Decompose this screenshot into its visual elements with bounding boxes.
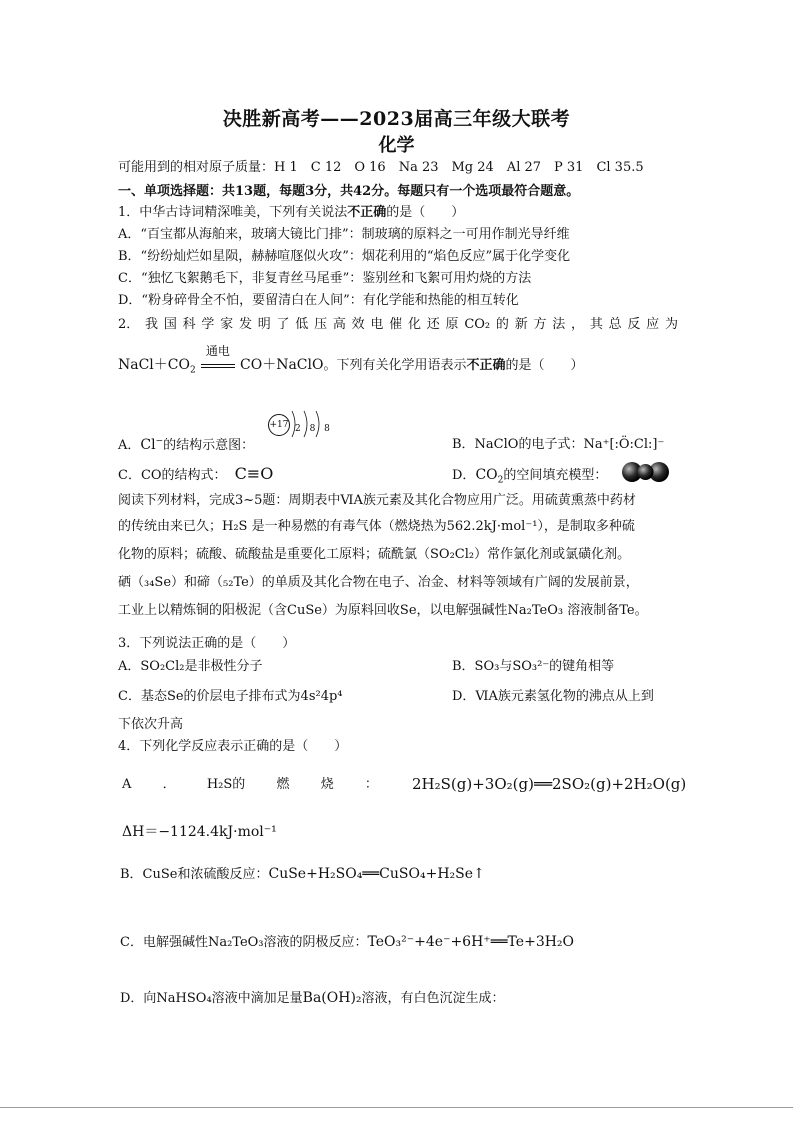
q2-word: 2．: [118, 317, 140, 332]
q4-a-word: 燃: [276, 777, 290, 792]
q2-word: 为: [664, 317, 678, 332]
passage-line-4: 硒（₃₄Se）和碲（₅₂Te）的单质及其化合物在电子、冶金、材料等领域有广阔的发展前景，: [118, 575, 639, 590]
q4-option-b-text: B．CuSe和浓硫酸反应：: [120, 867, 269, 882]
q4-option-a-equation: 2H₂S(g)+3O₂(g)══2SO₂(g)+2H₂O(g): [412, 775, 687, 793]
q2-word: 家: [220, 317, 234, 332]
q4-option-c-equation: TeO₃²⁻+4e⁻+6H⁺══Te+3H₂O: [367, 934, 575, 950]
q2-word: 效: [351, 317, 365, 332]
q3-stem: 3．下列说法正确的是（ ）: [118, 636, 296, 651]
q4-a-word: A: [122, 777, 132, 792]
atomic-mass-line: 可能用到的相对原子质量：H 1 C 12 O 16 Na 23 Mg 24 Al 27 P 31 Cl 35.5: [118, 160, 644, 175]
q2-word: 的: [495, 317, 509, 332]
q2-option-a-label: A．: [118, 438, 141, 453]
q2-eq-right: CO＋NaClO: [240, 357, 324, 373]
q4-option-b-equation: CuSe+H₂SO₄══CuSO₄+H₂Se↑: [268, 866, 485, 882]
q2-option-b-text: B．NaClO的电子式：: [452, 437, 584, 452]
q4-option-c: [120, 934, 574, 951]
q2-word: 发: [238, 317, 252, 332]
q4-option-d: [120, 990, 505, 1007]
q2-eq-condition: 通电: [205, 344, 230, 358]
q4-a-word: 烧: [320, 777, 334, 792]
q4-option-b: [120, 866, 485, 883]
q2-word: 新: [514, 317, 528, 332]
q2-option-d-label: D．: [452, 468, 476, 483]
q2-option-d: D．$CO_2$的空间填充模型：: [452, 467, 608, 486]
q2-word: 原: [445, 317, 459, 332]
q4-a-word: H₂S的: [206, 777, 246, 792]
q2-word: 低: [295, 317, 309, 332]
q2-after-eq-end: 的是（ ）: [505, 358, 584, 373]
q2-word: 学: [201, 317, 215, 332]
q2-after-eq: 。下列有关化学用语表示: [323, 358, 467, 373]
q3-option-c: C．基态Se的价层电子排布式为4s²4p⁴: [118, 689, 343, 704]
q2-word: ，: [571, 317, 585, 332]
q4-option-d-text: D．向NaHSO₄溶液中滴加足量: [120, 991, 303, 1006]
q1-stem-emphasis: 不正确: [347, 205, 387, 220]
q1-option-c: C．“独忆飞絮鹅毛下，非复青丝马尾垂”：鉴别丝和飞絮可用灼烧的方法: [118, 271, 532, 286]
q1-stem-text: 1．中华古诗词精深唯美，下列有关说法: [118, 205, 348, 220]
q1-stem: [118, 205, 464, 221]
q2-equation-line: $NaCl+CO_2$ 通电 CO＋NaClO。下列有关化学用语表示不正确的是（ ）: [118, 344, 584, 376]
q2-stem-line1: [118, 317, 678, 333]
q2-option-d-text: 的空间填充模型：: [503, 468, 608, 483]
passage-line-3: 化物的原料；硫酸、硫酸盐是重要化工原料；硫酰氯（SO₂Cl₂）常作氯化剂或氯磺化剂。: [118, 547, 631, 562]
q1-stem-end: 的是（ ）: [386, 205, 465, 220]
q2-word: 明: [257, 317, 271, 332]
q4-option-d-text-end: 溶液，有白色沉淀生成：: [361, 991, 505, 1006]
q2-word: 电: [370, 317, 384, 332]
q2-option-a-text: 的结构示意图：: [163, 438, 255, 453]
q2-word: 总: [608, 317, 622, 332]
q4-a-word: ：: [364, 777, 378, 792]
q1-option-d: D．“粉身碎骨全不怕，要留清白在人间”：有化学能和热能的相互转化: [118, 293, 519, 308]
q3-option-b: B．SO₃与SO₃²⁻的键角相等: [452, 659, 615, 674]
q2-word: 其: [589, 317, 603, 332]
q2-word: 压: [314, 317, 328, 332]
q2-word: 方: [533, 317, 547, 332]
q2-word: 国: [163, 317, 177, 332]
q4-stem: 4．下列化学反应表示正确的是（ ）: [118, 739, 348, 754]
q2-word: 法: [552, 317, 566, 332]
q1-option-b: B．“纷纷灿烂如星陨，赫赫喧豗似火攻”：烟花利用的“焰色反应”属于化学变化: [118, 249, 571, 264]
q4-option-d-reagent: Ba(OH)₂: [302, 990, 362, 1006]
q3-option-d-line1: D．ⅥA族元素氢化物的沸点从上到: [452, 689, 654, 704]
q2-eq-left: NaCl＋CO: [118, 357, 190, 373]
q2-word: 化: [407, 317, 421, 332]
nacio-electron-formula: Na⁺[:Ö:Cl:]⁻: [583, 437, 665, 452]
passage-line-2: 的传统由来已久；H₂S 是一种易燃的有毒气体（燃烧热为562.2kJ·mol⁻¹），是制取多种硫: [118, 519, 635, 534]
q2-option-c-text: C．CO的结构式：: [118, 468, 227, 483]
electron-shell-counts: 2 8 8: [295, 424, 333, 434]
q2-word: CO₂: [464, 317, 491, 332]
section-heading: 一、单项选择题：共13题，每题3分，共42分。每题只有一个选项最符合题意。: [118, 184, 580, 199]
q3-option-a: A．SO₂Cl₂是非极性分子: [118, 659, 263, 674]
q2-option-a-ion: Cl: [140, 437, 156, 453]
co-structural-formula: C≡O: [234, 464, 274, 483]
q2-word: 催: [389, 317, 403, 332]
q2-word: 高: [332, 317, 346, 332]
q2-word: 还: [426, 317, 440, 332]
co2-space-filling-model: [621, 461, 671, 483]
page-bottom-rule: [0, 1107, 793, 1108]
q2-word: 反: [627, 317, 641, 332]
q2-after-eq-emphasis: 不正确: [466, 358, 506, 373]
q1-option-a: A．“百宝都从海舶来，玻璃大镜比门排”：制玻璃的原料之一可用作制光导纤维: [118, 227, 570, 242]
q2-option-b: [452, 437, 664, 453]
q2-option-a: A．Cl−的结构示意图：: [118, 436, 255, 453]
exam-title: 决胜新高考——2023届高三年级大联考: [222, 108, 571, 130]
q2-option-c: [118, 466, 273, 484]
q3-option-d-line2: 下依次升高: [118, 717, 184, 732]
q2-word: 应: [646, 317, 660, 332]
q4-option-a-label: [122, 777, 378, 793]
q4-option-a-enthalpy: ΔH＝−1124.4kJ·mol⁻¹: [122, 824, 277, 840]
q2-word: 科: [182, 317, 196, 332]
passage-line-5: 工业上以精炼铜的阳极泥（含CuSe）为原料回收Se，以电解强碱性Na₂TeO₃ 溶液制备Te。: [118, 603, 648, 618]
q2-word: 我: [145, 317, 159, 332]
subject-title: 化学: [378, 135, 415, 156]
chloride-nucleus: +17: [268, 414, 290, 436]
passage-line-1: 阅读下列材料，完成3~5题：周期表中ⅥA族元素及其化合物应用广泛。用硫黄熏蒸中药材: [118, 493, 636, 508]
q2-word: 了: [276, 317, 290, 332]
q2-eq-arrow: [200, 344, 236, 374]
q4-a-word: ．: [162, 777, 176, 792]
q4-option-c-text: C．电解强碱性Na₂TeO₃溶液的阴极反应：: [120, 935, 368, 950]
